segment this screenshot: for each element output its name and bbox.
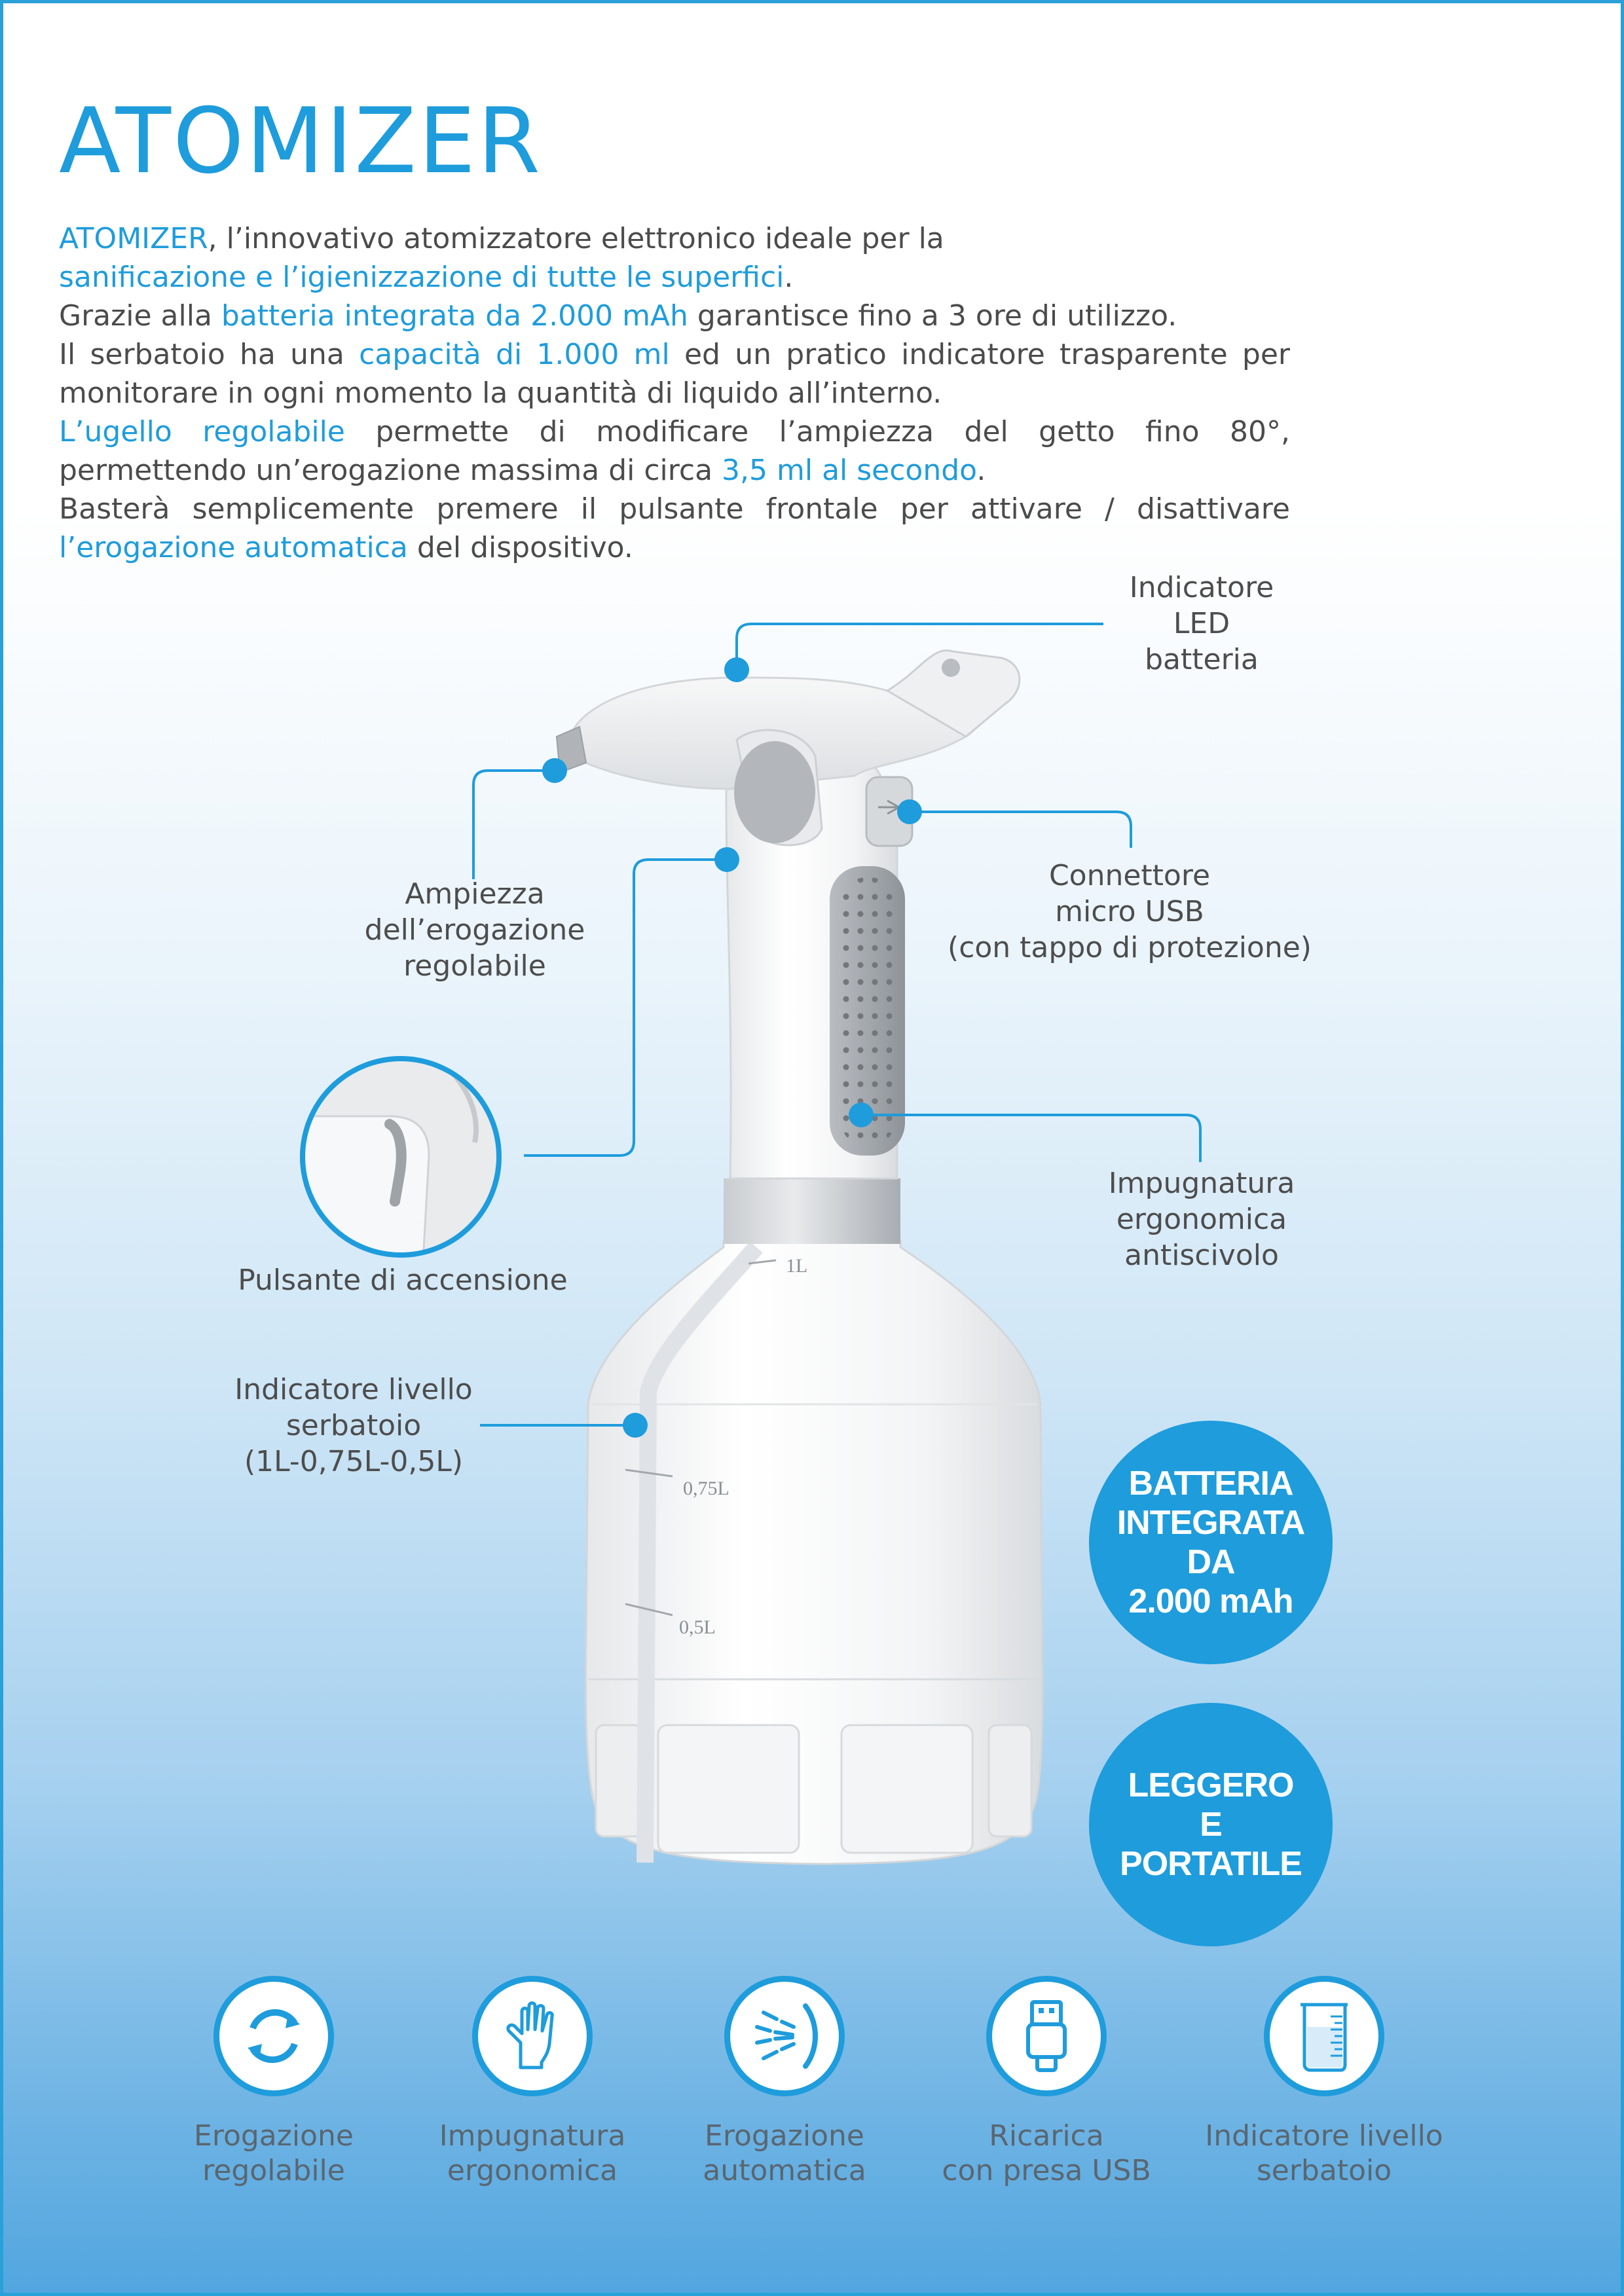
intro-highlight: batteria integrata da 2.000 mAh <box>221 299 688 333</box>
intro-highlight: l’erogazione automatica <box>59 531 408 564</box>
feature-ergonomic-grip <box>408 1976 657 2188</box>
callout-level-line2: serbatoio <box>286 1409 422 1442</box>
lightweight-badge <box>1089 1703 1333 1946</box>
callout-grip-line1: Impugnatura <box>1108 1167 1295 1200</box>
battery-badge-line1: BATTERIA <box>1128 1465 1293 1503</box>
feature-label: Erogazione regolabile <box>194 2119 354 2187</box>
spray-icon <box>745 1997 824 2075</box>
callout-power <box>193 1262 612 1298</box>
tank <box>585 1241 1042 1864</box>
power-button-zoom <box>291 1051 521 1273</box>
intro-text-span: . <box>784 261 794 294</box>
atomizer-illustration <box>3 3 1624 2296</box>
callout-led-line1: Indicatore <box>1129 571 1274 604</box>
usb-dot <box>897 799 922 824</box>
feature-adjustable-spray <box>149 1976 398 2188</box>
scale-mark-075l: 0,75L <box>683 1478 729 1499</box>
feature-icon-badge <box>213 1976 334 2096</box>
callout-power-line1: Pulsante di accensione <box>238 1264 568 1297</box>
intro-text-span: Il serbatoio ha una <box>59 338 360 371</box>
battery-badge <box>1089 1421 1333 1664</box>
callout-line-nozzle <box>473 771 553 879</box>
intro-text-span: Grazie alla <box>59 299 221 333</box>
callout-line-usb <box>910 812 1131 848</box>
lightweight-badge-line2: E <box>1200 1806 1222 1844</box>
intro-highlight: sanificazione e l’igienizzazione di tutte le superfici <box>59 261 784 294</box>
feature-icon-badge <box>1264 1976 1384 2096</box>
nozzle-dot <box>542 758 567 783</box>
callout-grip-line3: antiscivolo <box>1124 1239 1279 1272</box>
callout-led <box>1064 570 1339 678</box>
callout-nozzle <box>318 876 632 984</box>
level-dot <box>623 1413 648 1438</box>
callout-level <box>200 1372 507 1480</box>
intro-highlight: L’ugello regolabile <box>59 415 345 448</box>
feature-usb-charging <box>922 1976 1171 2188</box>
feature-icon-badge <box>472 1976 593 2096</box>
feature-level-indicator <box>1200 1976 1449 2188</box>
glove-hand-icon <box>493 1997 572 2075</box>
callout-usb-line1: Connettore <box>1048 859 1211 892</box>
power-dot <box>714 847 739 872</box>
feature-icon-badge <box>724 1976 845 2096</box>
intro-highlight: 3,5 ml al secondo <box>722 454 977 487</box>
rotate-arrows-icon <box>234 1997 313 2075</box>
callout-led-line2: LED <box>1173 607 1230 640</box>
scale-mark-1l: 1L <box>786 1255 808 1277</box>
callout-grip-line2: ergonomica <box>1116 1203 1287 1236</box>
feature-label: Erogazione automatica <box>703 2119 866 2187</box>
battery-badge-line4: 2.000 mAh <box>1128 1582 1293 1620</box>
callout-nozzle-line1: Ampiezza <box>405 877 545 911</box>
beaker-icon <box>1285 1997 1363 2075</box>
battery-badge-line3: DA <box>1187 1543 1235 1581</box>
feature-label: Ricarica con presa USB <box>942 2119 1151 2187</box>
intro-brand: ATOMIZER <box>59 222 208 255</box>
hang-hole <box>942 659 960 677</box>
intro-text-span: Basterà semplicemente premere il pulsante frontale per attivare / disattivare <box>59 492 1290 526</box>
led-dot <box>724 657 749 682</box>
power-button <box>734 741 815 843</box>
callout-nozzle-line3: regolabile <box>403 949 546 983</box>
neck-ring <box>724 1178 900 1244</box>
callout-usb-line2: micro USB <box>1055 895 1204 928</box>
lightweight-badge-line1: LEGGERO <box>1128 1766 1294 1804</box>
intro-text-span: garantisce fino a 3 ore di utilizzo. <box>688 299 1177 333</box>
grip-dot <box>849 1102 874 1127</box>
battery-badge-line2: INTEGRATA <box>1116 1504 1305 1542</box>
lightweight-badge-line3: PORTATILE <box>1120 1845 1302 1883</box>
feature-label: Indicatore livello serbatoio <box>1205 2119 1443 2187</box>
callout-level-line3: (1L-0,75L-0,5L) <box>244 1445 464 1478</box>
callout-usb-line3: (con tappo di protezione) <box>948 931 1312 964</box>
page-title: ATOMIZER <box>59 88 542 194</box>
intro-text-span: . <box>976 454 986 487</box>
callout-line-grip <box>861 1115 1200 1162</box>
scale-mark-05l: 0,5L <box>679 1616 716 1638</box>
feature-label: Impugnatura ergonomica <box>439 2119 626 2187</box>
callout-grip <box>1058 1165 1346 1273</box>
intro-text-span: permette di modificare l’ampiezza del getto fino 80°, permettendo un’erogazione massima di circa <box>59 415 1290 487</box>
callout-usb <box>907 858 1352 966</box>
callout-level-line1: Indicatore livello <box>234 1373 473 1406</box>
feature-icon-badge <box>986 1976 1107 2096</box>
usb-plug-icon <box>1007 1997 1086 2075</box>
callout-nozzle-line2: dell’erogazione <box>364 913 585 947</box>
intro-text-span: , l’innovativo atomizzatore elettronico ideale per la <box>208 222 944 255</box>
callout-line-led <box>737 624 1103 670</box>
intro-highlight: capacità di 1.000 ml <box>359 338 670 371</box>
feature-automatic-spray <box>660 1976 909 2188</box>
intro-text-span: ed un pratico indicatore trasparente per monitorare in ogni momento la quantità di liquido all’interno. <box>59 338 1290 410</box>
callout-led-line3: batteria <box>1145 643 1259 676</box>
intro-text-span: del dispositivo. <box>407 531 633 564</box>
